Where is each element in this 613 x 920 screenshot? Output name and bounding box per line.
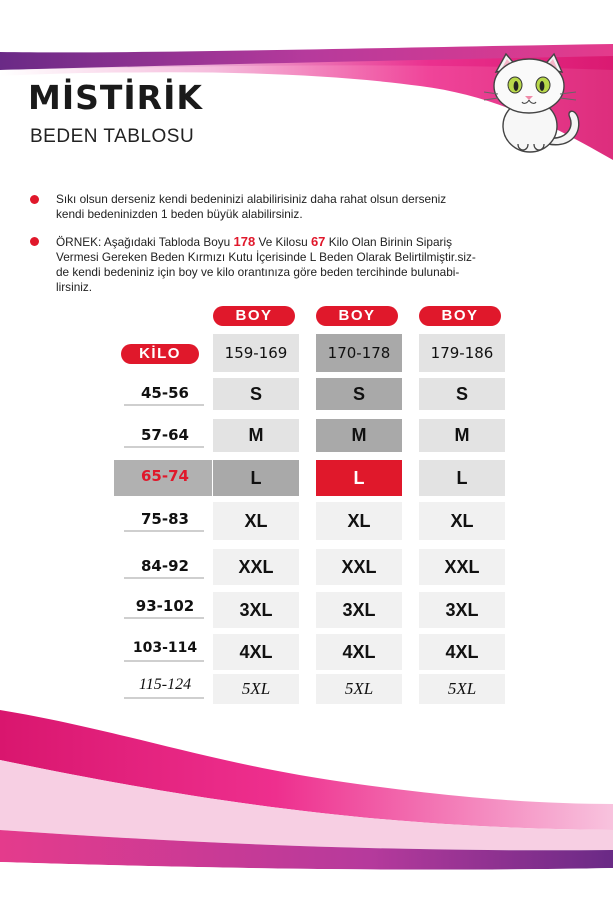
size-cell: 5XL	[213, 674, 299, 704]
size-cell: S	[316, 378, 402, 410]
note-line: Ve Kilosu	[255, 235, 311, 249]
kilo-underline	[124, 530, 204, 532]
size-cell: M	[419, 419, 505, 452]
kilo-label-badge: KİLO	[121, 344, 199, 364]
size-cell: L	[213, 460, 299, 496]
kilo-range-label-highlighted: 65-74	[141, 467, 189, 485]
kilo-underline	[124, 617, 204, 619]
kilo-range-label: 75-83	[141, 510, 189, 528]
size-cell: 5XL	[419, 674, 505, 704]
note-line: Kilo Olan Birinin Sipariş	[325, 235, 452, 249]
kilo-underline	[124, 697, 204, 699]
size-cell: XL	[213, 502, 299, 540]
note-line: ÖRNEK: Aşağıdaki Tabloda Boyu	[56, 235, 234, 249]
size-cell: 4XL	[316, 634, 402, 670]
kilo-range-label: 57-64	[141, 426, 189, 444]
note-line: Sıkı olsun derseniz kendi bedeninizi alabilirisiniz daha rahat olsun derseniz	[56, 192, 447, 206]
note-example-text	[30, 234, 600, 295]
kilo-underline	[124, 660, 204, 662]
kilo-range-label: 84-92	[141, 557, 189, 575]
kilo-range-label: 115-124	[138, 676, 192, 693]
boy-header-cell: 170-178	[316, 334, 402, 372]
size-cell: XXL	[419, 549, 505, 585]
footer-wave-decoration	[0, 700, 613, 875]
kilo-underline	[124, 577, 204, 579]
boy-header-cell: 179-186	[419, 334, 505, 372]
size-cell: XL	[419, 502, 505, 540]
note-line: kendi bedeninizden 1 beden büyük alabilirsiniz.	[56, 207, 303, 221]
size-cell: L	[419, 460, 505, 496]
boy-label-badge: BOY	[316, 306, 398, 326]
size-cell: 4XL	[419, 634, 505, 670]
size-cell: 5XL	[316, 674, 402, 704]
bullet-dot-icon	[30, 195, 39, 204]
size-cell: M	[213, 419, 299, 452]
size-cell: M	[316, 419, 402, 452]
size-cell: 3XL	[419, 592, 505, 628]
example-height-value: 178	[233, 234, 256, 249]
size-cell: XXL	[316, 549, 402, 585]
kilo-range-label: 103-114	[132, 640, 198, 656]
note-fit-advice	[30, 192, 600, 222]
boy-label-badge: BOY	[419, 306, 501, 326]
example-weight-value: 67	[310, 234, 326, 249]
note-example	[30, 234, 600, 295]
size-cell-selected: L	[316, 460, 402, 496]
size-cell: 3XL	[316, 592, 402, 628]
size-cell: S	[213, 378, 299, 410]
boy-label-badge: BOY	[213, 306, 295, 326]
note-line: Vermesi Gereken Beden Kırmızı Kutu İçerisinde L Beden Olarak Belirtilmiştir.siz-	[56, 250, 476, 264]
brand-logo-text: MİSTİRİK	[28, 78, 203, 117]
kilo-underline	[124, 446, 204, 448]
cat-mascot-icon	[478, 48, 588, 158]
size-cell: 4XL	[213, 634, 299, 670]
size-cell: XL	[316, 502, 402, 540]
note-line: de kendi bedeniniz için boy ve kilo orantınıza göre beden tercihinde bulunabi-	[56, 265, 460, 279]
page-subtitle: BEDEN TABLOSU	[30, 126, 195, 147]
note-fit-advice-text	[30, 192, 600, 222]
kilo-underline	[124, 404, 204, 406]
kilo-range-label: 45-56	[141, 384, 189, 402]
bullet-dot-icon	[30, 237, 39, 246]
size-cell: 3XL	[213, 592, 299, 628]
size-cell: XXL	[213, 549, 299, 585]
boy-header-cell: 159-169	[213, 334, 299, 372]
note-line: lirsiniz.	[56, 280, 93, 294]
kilo-range-label: 93-102	[135, 597, 195, 615]
size-cell: S	[419, 378, 505, 410]
